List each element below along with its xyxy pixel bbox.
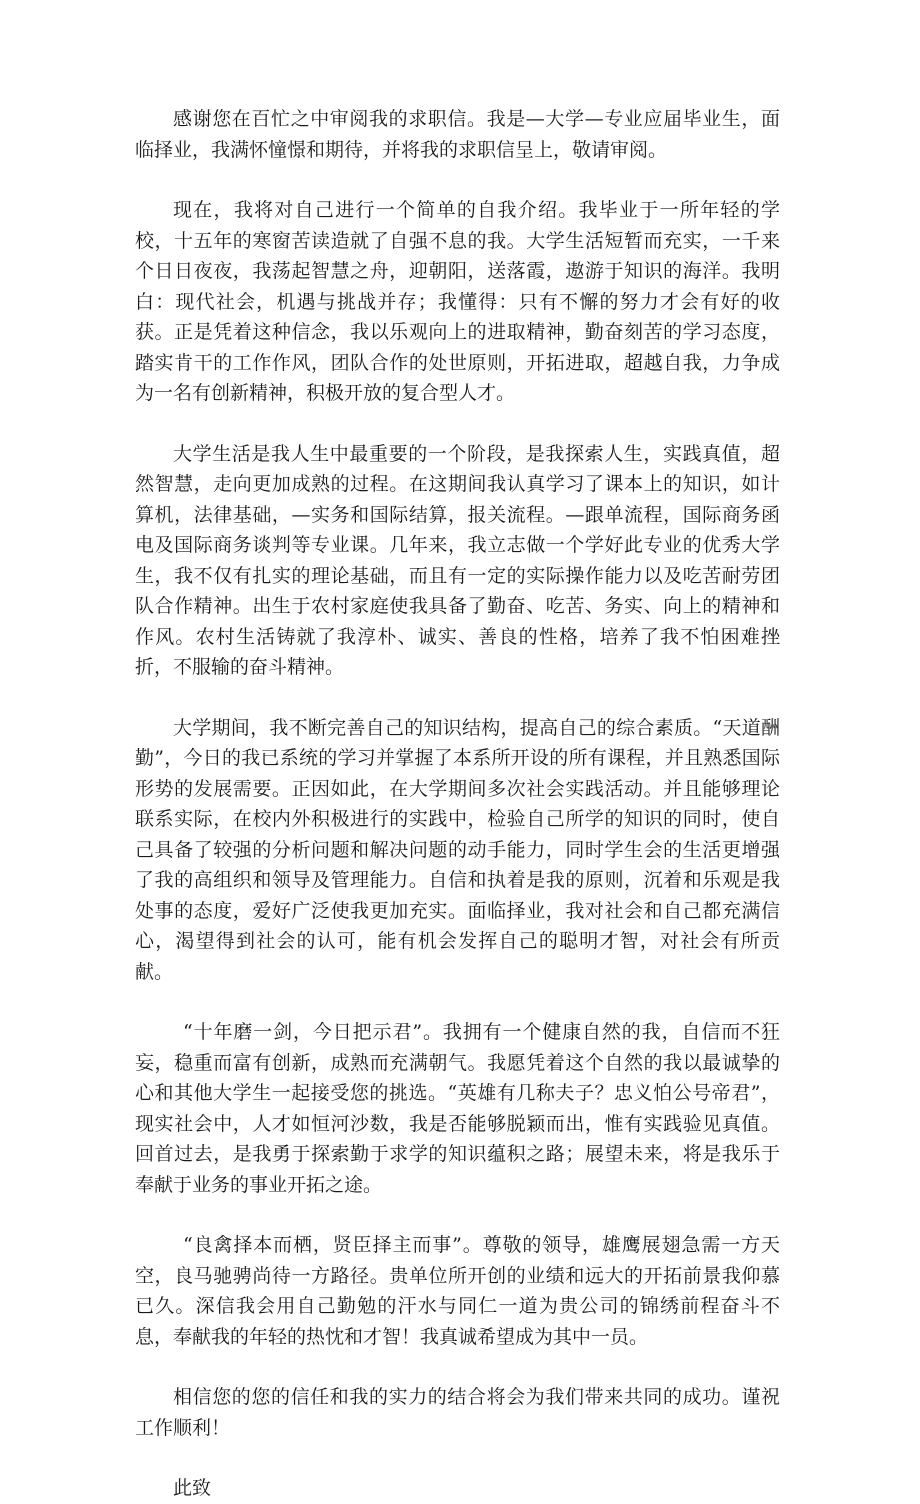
paragraph-university-life: 大学生活是我人生中最重要的一个阶段，是我探索人生，实践真值，超然智慧，走向更加成熟的过程。在这期间我认真学习了课本上的知识，如计算机，法律基础，—实务和国际结算，报关流程。—跟单流程，国际商务函电及国际商务谈判等专业课。几年来，我立志做一个学好此专业的优秀大学生，我不仅有扎实的理论基础，而且有一定的实际操作能力以及吃苦耐劳团队合作精神。出生于农村家庭使我具备了勤奋、吃苦、务实、向上的精神和作风。农村生活铸就了我淳朴、诚实、善良的性格，培养了我不怕困难挫折，不服输的奋斗精神。	[135, 442, 780, 678]
paragraph-trust: 相信您的您的信任和我的实力的结合将会为我们带来共同的成功。谨祝工作顺利！	[135, 1386, 780, 1439]
closing-salutation: 此致	[173, 1477, 212, 1499]
paragraph-ten-years-sword: “十年磨一剑，今日把示君”。我拥有一个健康自然的我，自信而不狂妄，稳重而富有创新，成熟而充满朝气。我愿凭着这个自然的我以最诚挚的心和其他大学生一起接受您的挑选。“英雄有几称夫子？忠义怕公号帝君”，现实社会中，人才如恒河沙数，我是否能够脱颖而出，惟有实践验见真值。回首过去，是我勇于探索勤于求学的知识蕴积之路；展望未来，将是我乐于奉献于业务的事业开拓之途。	[135, 1021, 780, 1196]
paragraph-good-bird: “良禽择本而栖，贤臣择主而事”。尊敬的领导，雄鹰展翅急需一方天空，良马驰骋尚待一方路径。贵单位所开创的业绩和远大的开拓前景我仰慕已久。深信我会用自己勤勉的汗水与同仁一道为贵公司的锦绣前程奋斗不息，奉献我的年轻的热忱和才智！我真诚希望成为其中一员。	[135, 1234, 780, 1348]
letter-body	[135, 104, 780, 1504]
paragraph-self-introduction: 现在，我将对自己进行一个简单的自我介绍。我毕业于一所年轻的学校，十五年的寒窗苦读造就了自强不息的我。大学生活短暂而充实，一千来个日日夜夜，我荡起智慧之舟，迎朝阳，送落霞，遨游于知识的海洋。我明白：现代社会，机遇与挑战并存；我懂得：只有不懈的努力才会有好的收获。正是凭着这种信念，我以乐观向上的进取精神，勤奋刻苦的学习态度，踏实肯干的工作作风，团队合作的处世原则，开拓进取，超越自我，力争成为一名有创新精神，积极开放的复合型人才。	[135, 199, 780, 404]
paragraph-university-period: 大学期间，我不断完善自己的知识结构，提高自己的综合素质。“天道酬勤”，今日的我已系统的学习并掌握了本系所开设的所有课程，并且熟悉国际形势的发展需要。正因如此，在大学期间多次社会实践活动。并且能够理论联系实际，在校内外积极进行的实践中，检验自己所学的知识的同时，使自己具备了较强的分析问题和解决问题的动手能力，同时学生会的生活更增强了我的高组织和领导及管理能力。自信和执着是我的原则，沉着和乐观是我处事的态度，爱好广泛使我更加充实。面临择业，我对社会和自己都充满信心，渴望得到社会的认可，能有机会发挥自己的聪明才智，对社会有所贡献。	[135, 716, 780, 983]
paragraph-greeting: 感谢您在百忙之中审阅我的求职信。我是—大学—专业应届毕业生，面临择业，我满怀憧憬和期待，并将我的求职信呈上，敬请审阅。	[135, 108, 780, 161]
